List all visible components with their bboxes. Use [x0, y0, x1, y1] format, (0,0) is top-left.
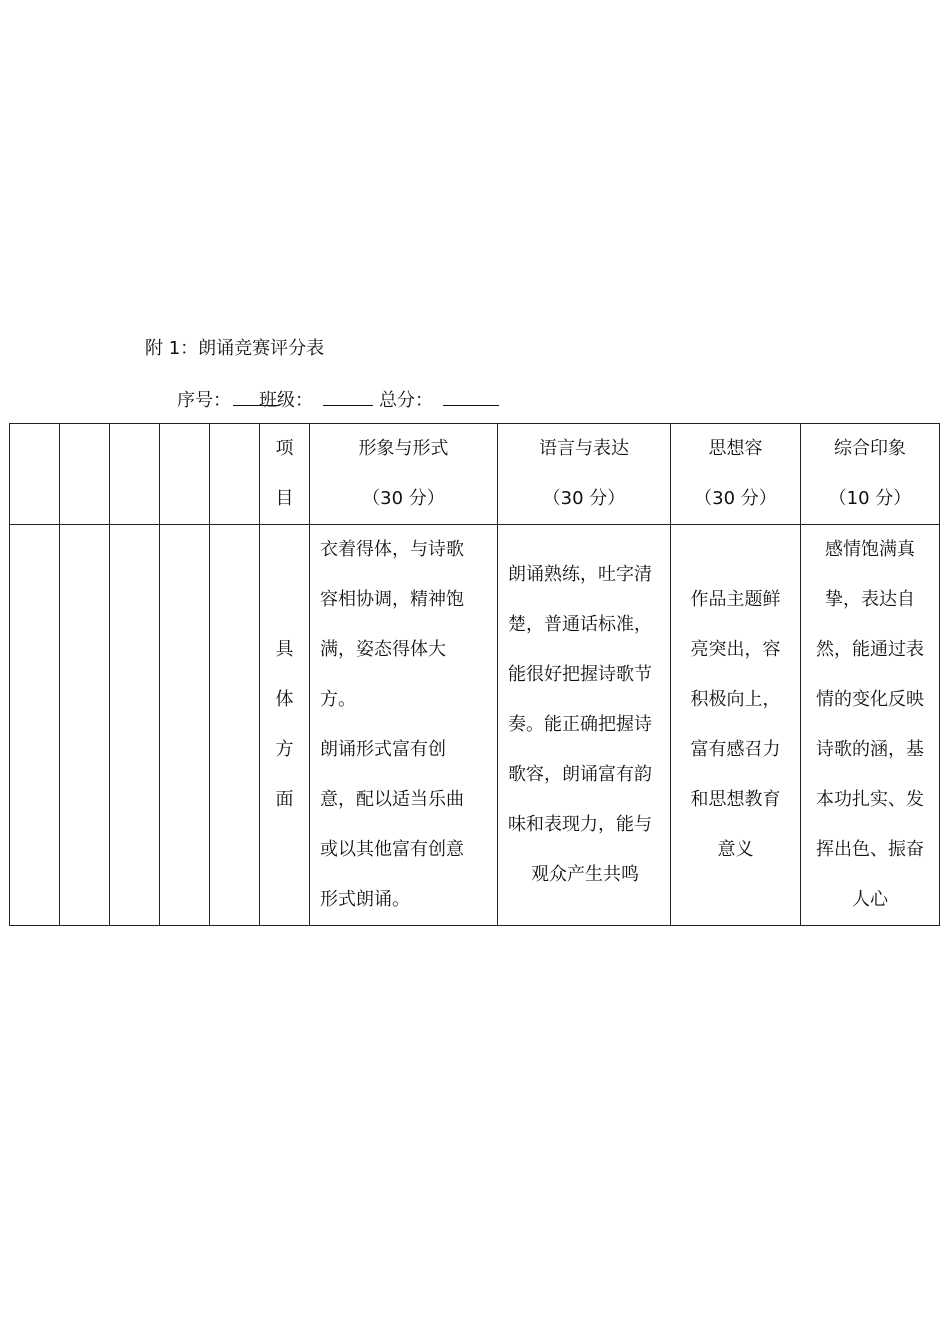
blank-cell	[210, 525, 260, 926]
blank-cell	[60, 424, 110, 525]
criteria-line: 富有感召力	[690, 739, 781, 760]
criteria-line: 意义	[717, 839, 754, 860]
blank-cell	[110, 525, 160, 926]
criteria-line: 和思想教育	[690, 789, 781, 810]
aspect-label-char: 方	[275, 739, 294, 760]
criteria-line: 味和表现力，能与	[508, 814, 652, 835]
seq-label: 序号：	[177, 390, 231, 411]
criteria-line: 人心	[852, 889, 888, 910]
form-meta-line	[177, 387, 499, 413]
criteria-line: 朗诵熟练，吐字清	[508, 564, 652, 585]
criteria-line: 朗诵形式富有创	[320, 739, 446, 760]
class-label: 班级：	[259, 390, 313, 411]
column-header	[801, 424, 940, 525]
blank-cell	[60, 525, 110, 926]
criteria-line: 能很好把握诗歌节	[508, 664, 652, 685]
criteria-line: 形式朗诵。	[320, 889, 410, 910]
aspect-label-char: 具	[275, 639, 294, 660]
criteria-line: 衣着得体，与诗歌	[320, 539, 464, 560]
blank-cell	[110, 424, 160, 525]
criteria-line: 诗歌的涵，基	[816, 739, 924, 760]
class-blank[interactable]	[323, 387, 373, 406]
item-label-cell	[260, 424, 310, 525]
column-name: 思想容	[708, 438, 763, 459]
column-header	[310, 424, 498, 525]
criteria-line: 然，能通过表	[816, 639, 924, 660]
criteria-line: 奏。能正确把握诗	[508, 714, 652, 735]
criteria-line: 积极向上，	[690, 689, 781, 710]
criteria-line: 容相协调，精神饱	[320, 589, 464, 610]
column-name: 综合印象	[834, 438, 906, 459]
column-name: 语言与表达	[539, 438, 629, 459]
criteria-line: 满，姿态得体大	[320, 639, 446, 660]
item-label-char: 项	[275, 438, 294, 459]
criteria-line: 歌容，朗诵富有韵	[508, 764, 652, 785]
criteria-line: 方。	[320, 689, 356, 710]
aspect-label-char: 面	[275, 789, 294, 810]
criteria-cell	[310, 525, 498, 926]
blank-cell	[10, 525, 60, 926]
total-blank[interactable]	[443, 387, 499, 406]
blank-cell	[160, 424, 210, 525]
criteria-cell	[671, 525, 801, 926]
criteria-row	[10, 525, 940, 926]
criteria-line: 作品主题鲜	[690, 589, 781, 610]
column-score: （30 分）	[362, 488, 445, 509]
criteria-line: 或以其他富有创意	[320, 839, 464, 860]
criteria-line: 楚，普通话标准，	[508, 614, 652, 635]
criteria-line: 亮突出，容	[690, 639, 781, 660]
criteria-cell	[498, 525, 671, 926]
total-label: 总分：	[379, 390, 433, 411]
criteria-line: 意，配以适当乐曲	[320, 789, 464, 810]
blank-cell	[10, 424, 60, 525]
aspect-label-cell	[260, 525, 310, 926]
criteria-cell	[801, 525, 940, 926]
criteria-line: 本功扎实、发	[816, 789, 924, 810]
column-name: 形象与形式	[358, 438, 449, 459]
blank-cell	[160, 525, 210, 926]
column-header	[671, 424, 801, 525]
column-score: （10 分）	[828, 488, 912, 509]
criteria-line: 观众产生共鸣	[531, 864, 639, 885]
header-row	[10, 424, 940, 525]
blank-cell	[210, 424, 260, 525]
form-title: 附 1：朗诵竞赛评分表	[145, 338, 325, 359]
column-score: （30 分）	[542, 488, 626, 509]
criteria-line: 挚，表达自	[825, 589, 915, 610]
criteria-line: 情的变化反映	[816, 689, 924, 710]
column-score: （30 分）	[694, 488, 777, 509]
aspect-label-char: 体	[275, 689, 294, 710]
criteria-line: 挥出色、振奋	[816, 839, 924, 860]
column-header	[498, 424, 671, 525]
score-table	[9, 423, 940, 926]
item-label-char: 目	[275, 488, 294, 509]
criteria-line: 感情饱满真	[825, 539, 915, 560]
